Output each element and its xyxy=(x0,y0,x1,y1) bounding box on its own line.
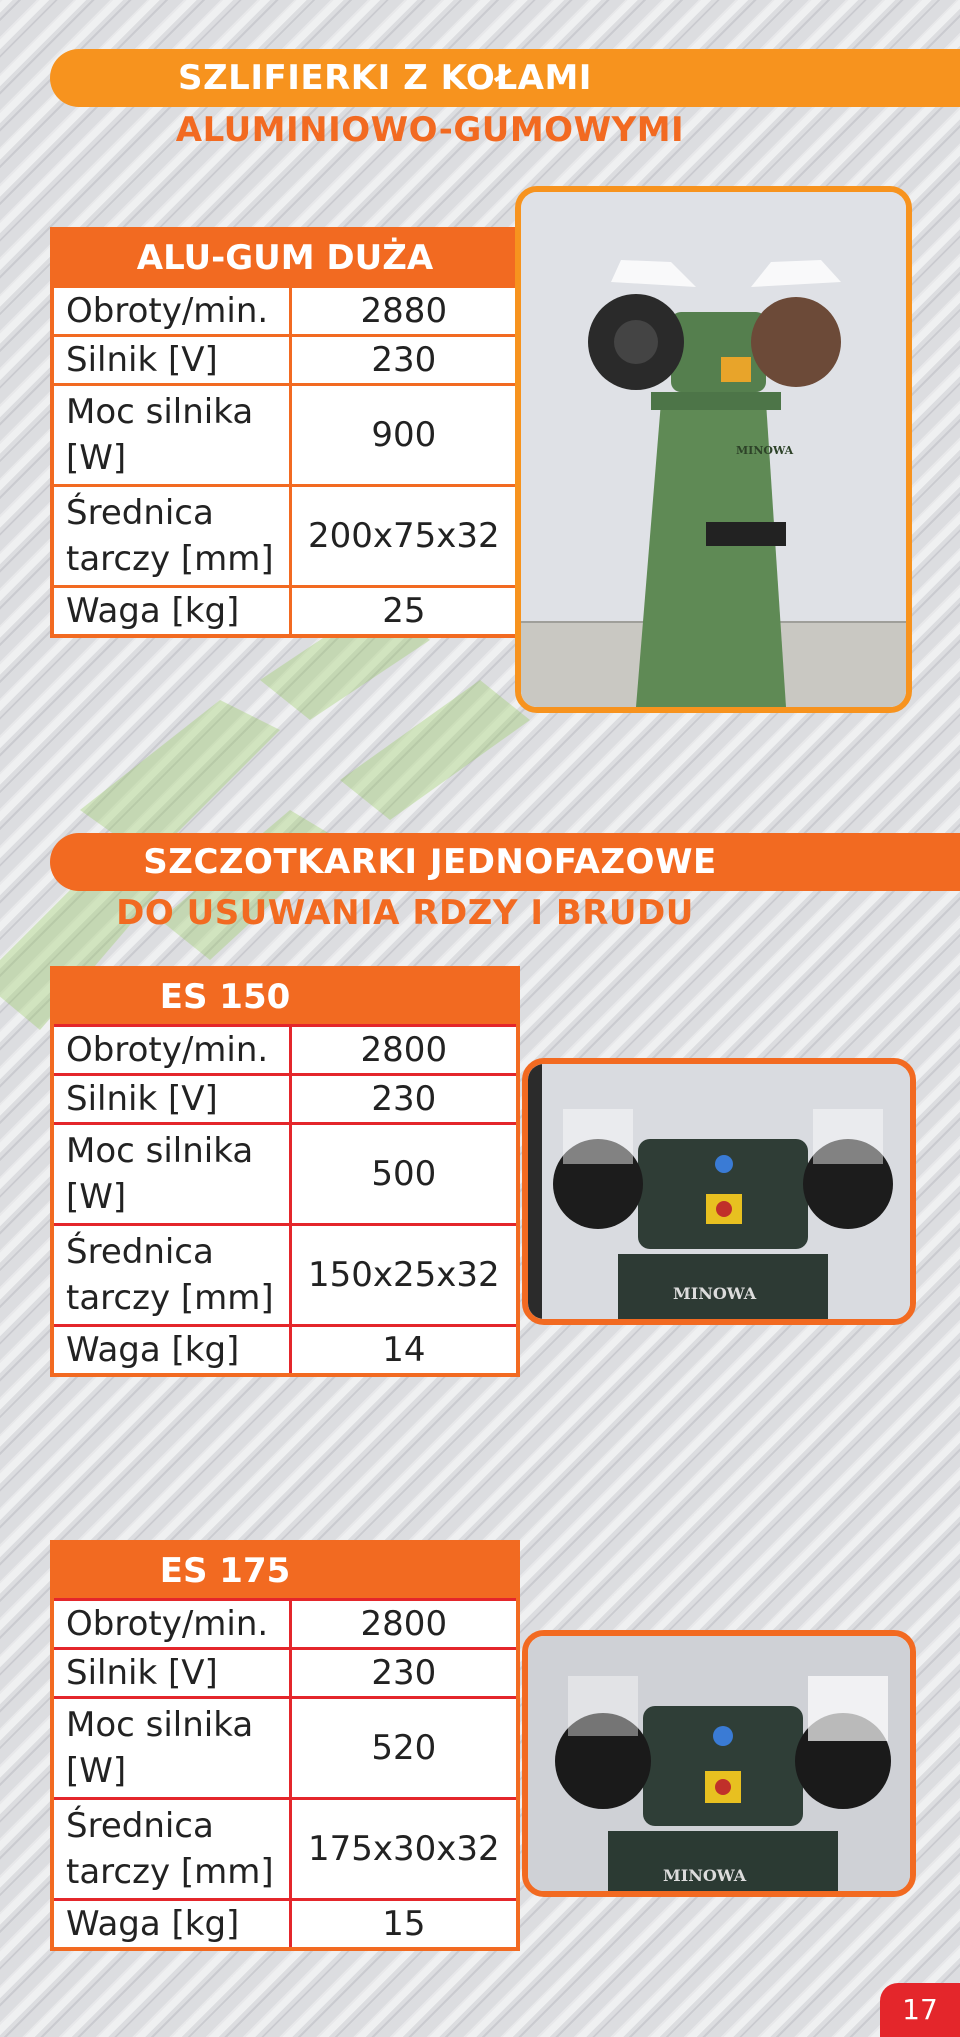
table-row xyxy=(52,1600,518,1649)
photo-brand-text: MINOWA xyxy=(663,1866,747,1885)
spec-label: Silnik [V] xyxy=(52,336,290,385)
section1-title: SZLIFIERKI Z KOŁAMI xyxy=(178,58,592,98)
spec-value: 14 xyxy=(290,1326,518,1376)
spec-label: Waga [kg] xyxy=(52,587,290,637)
table-row xyxy=(52,287,518,336)
product-name: ES 150 xyxy=(52,968,518,1026)
spec-value: 230 xyxy=(290,336,518,385)
spec-label: Silnik [V] xyxy=(52,1649,290,1698)
spec-label: Średnica tarczy [mm] xyxy=(52,486,290,587)
spec-label: Moc silnika [W] xyxy=(52,385,290,486)
spec-value: 175x30x32 xyxy=(290,1799,518,1900)
spec-value: 2800 xyxy=(290,1600,518,1649)
spec-label: Obroty/min. xyxy=(52,287,290,336)
product-name: ALU-GUM DUŻA xyxy=(52,229,518,287)
table-row xyxy=(52,1075,518,1124)
section1-subtitle: ALUMINIOWO-GUMOWYMI xyxy=(175,110,685,150)
spec-value: 2800 xyxy=(290,1026,518,1075)
table-row xyxy=(52,1124,518,1225)
spec-label: Moc silnika [W] xyxy=(52,1698,290,1799)
table-row xyxy=(52,385,518,486)
table-row xyxy=(52,336,518,385)
section2-subtitle: DO USUWANIA RDZY I BRUDU xyxy=(116,893,694,933)
spec-value: 150x25x32 xyxy=(290,1225,518,1326)
table-row xyxy=(52,486,518,587)
table-row xyxy=(52,1698,518,1799)
spec-value: 500 xyxy=(290,1124,518,1225)
spec-value: 2880 xyxy=(290,287,518,336)
table-row xyxy=(52,587,518,637)
spec-value: 900 xyxy=(290,385,518,486)
section2-banner xyxy=(50,833,960,891)
spec-label: Obroty/min. xyxy=(52,1026,290,1075)
page-number: 17 xyxy=(880,1983,960,2037)
product-photo-alu-gum xyxy=(515,186,912,713)
spec-label: Średnica tarczy [mm] xyxy=(52,1799,290,1900)
spec-value: 200x75x32 xyxy=(290,486,518,587)
section1-banner xyxy=(50,49,960,107)
table-row xyxy=(52,1900,518,1950)
spec-value: 230 xyxy=(290,1075,518,1124)
spec-value: 25 xyxy=(290,587,518,637)
product-photo-es150 xyxy=(522,1058,916,1325)
table-row xyxy=(52,1326,518,1376)
spec-label: Silnik [V] xyxy=(52,1075,290,1124)
table-row xyxy=(52,1026,518,1075)
spec-label: Moc silnika [W] xyxy=(52,1124,290,1225)
spec-value: 15 xyxy=(290,1900,518,1950)
photo-brand-text: MINOWA xyxy=(736,444,794,457)
spec-table-alu-gum xyxy=(50,227,520,638)
photo-brand-text: MINOWA xyxy=(673,1284,757,1303)
spec-label: Średnica tarczy [mm] xyxy=(52,1225,290,1326)
table-row xyxy=(52,1649,518,1698)
spec-value: 230 xyxy=(290,1649,518,1698)
table-row xyxy=(52,1225,518,1326)
spec-value: 520 xyxy=(290,1698,518,1799)
product-name: ES 175 xyxy=(52,1542,518,1600)
spec-table-es175 xyxy=(50,1540,520,1951)
table-row xyxy=(52,1799,518,1900)
spec-label: Waga [kg] xyxy=(52,1900,290,1950)
section2-title: SZCZOTKARKI JEDNOFAZOWE xyxy=(143,842,717,882)
product-photo-es175 xyxy=(522,1630,916,1897)
spec-label: Obroty/min. xyxy=(52,1600,290,1649)
spec-label: Waga [kg] xyxy=(52,1326,290,1376)
spec-table-es150 xyxy=(50,966,520,1377)
